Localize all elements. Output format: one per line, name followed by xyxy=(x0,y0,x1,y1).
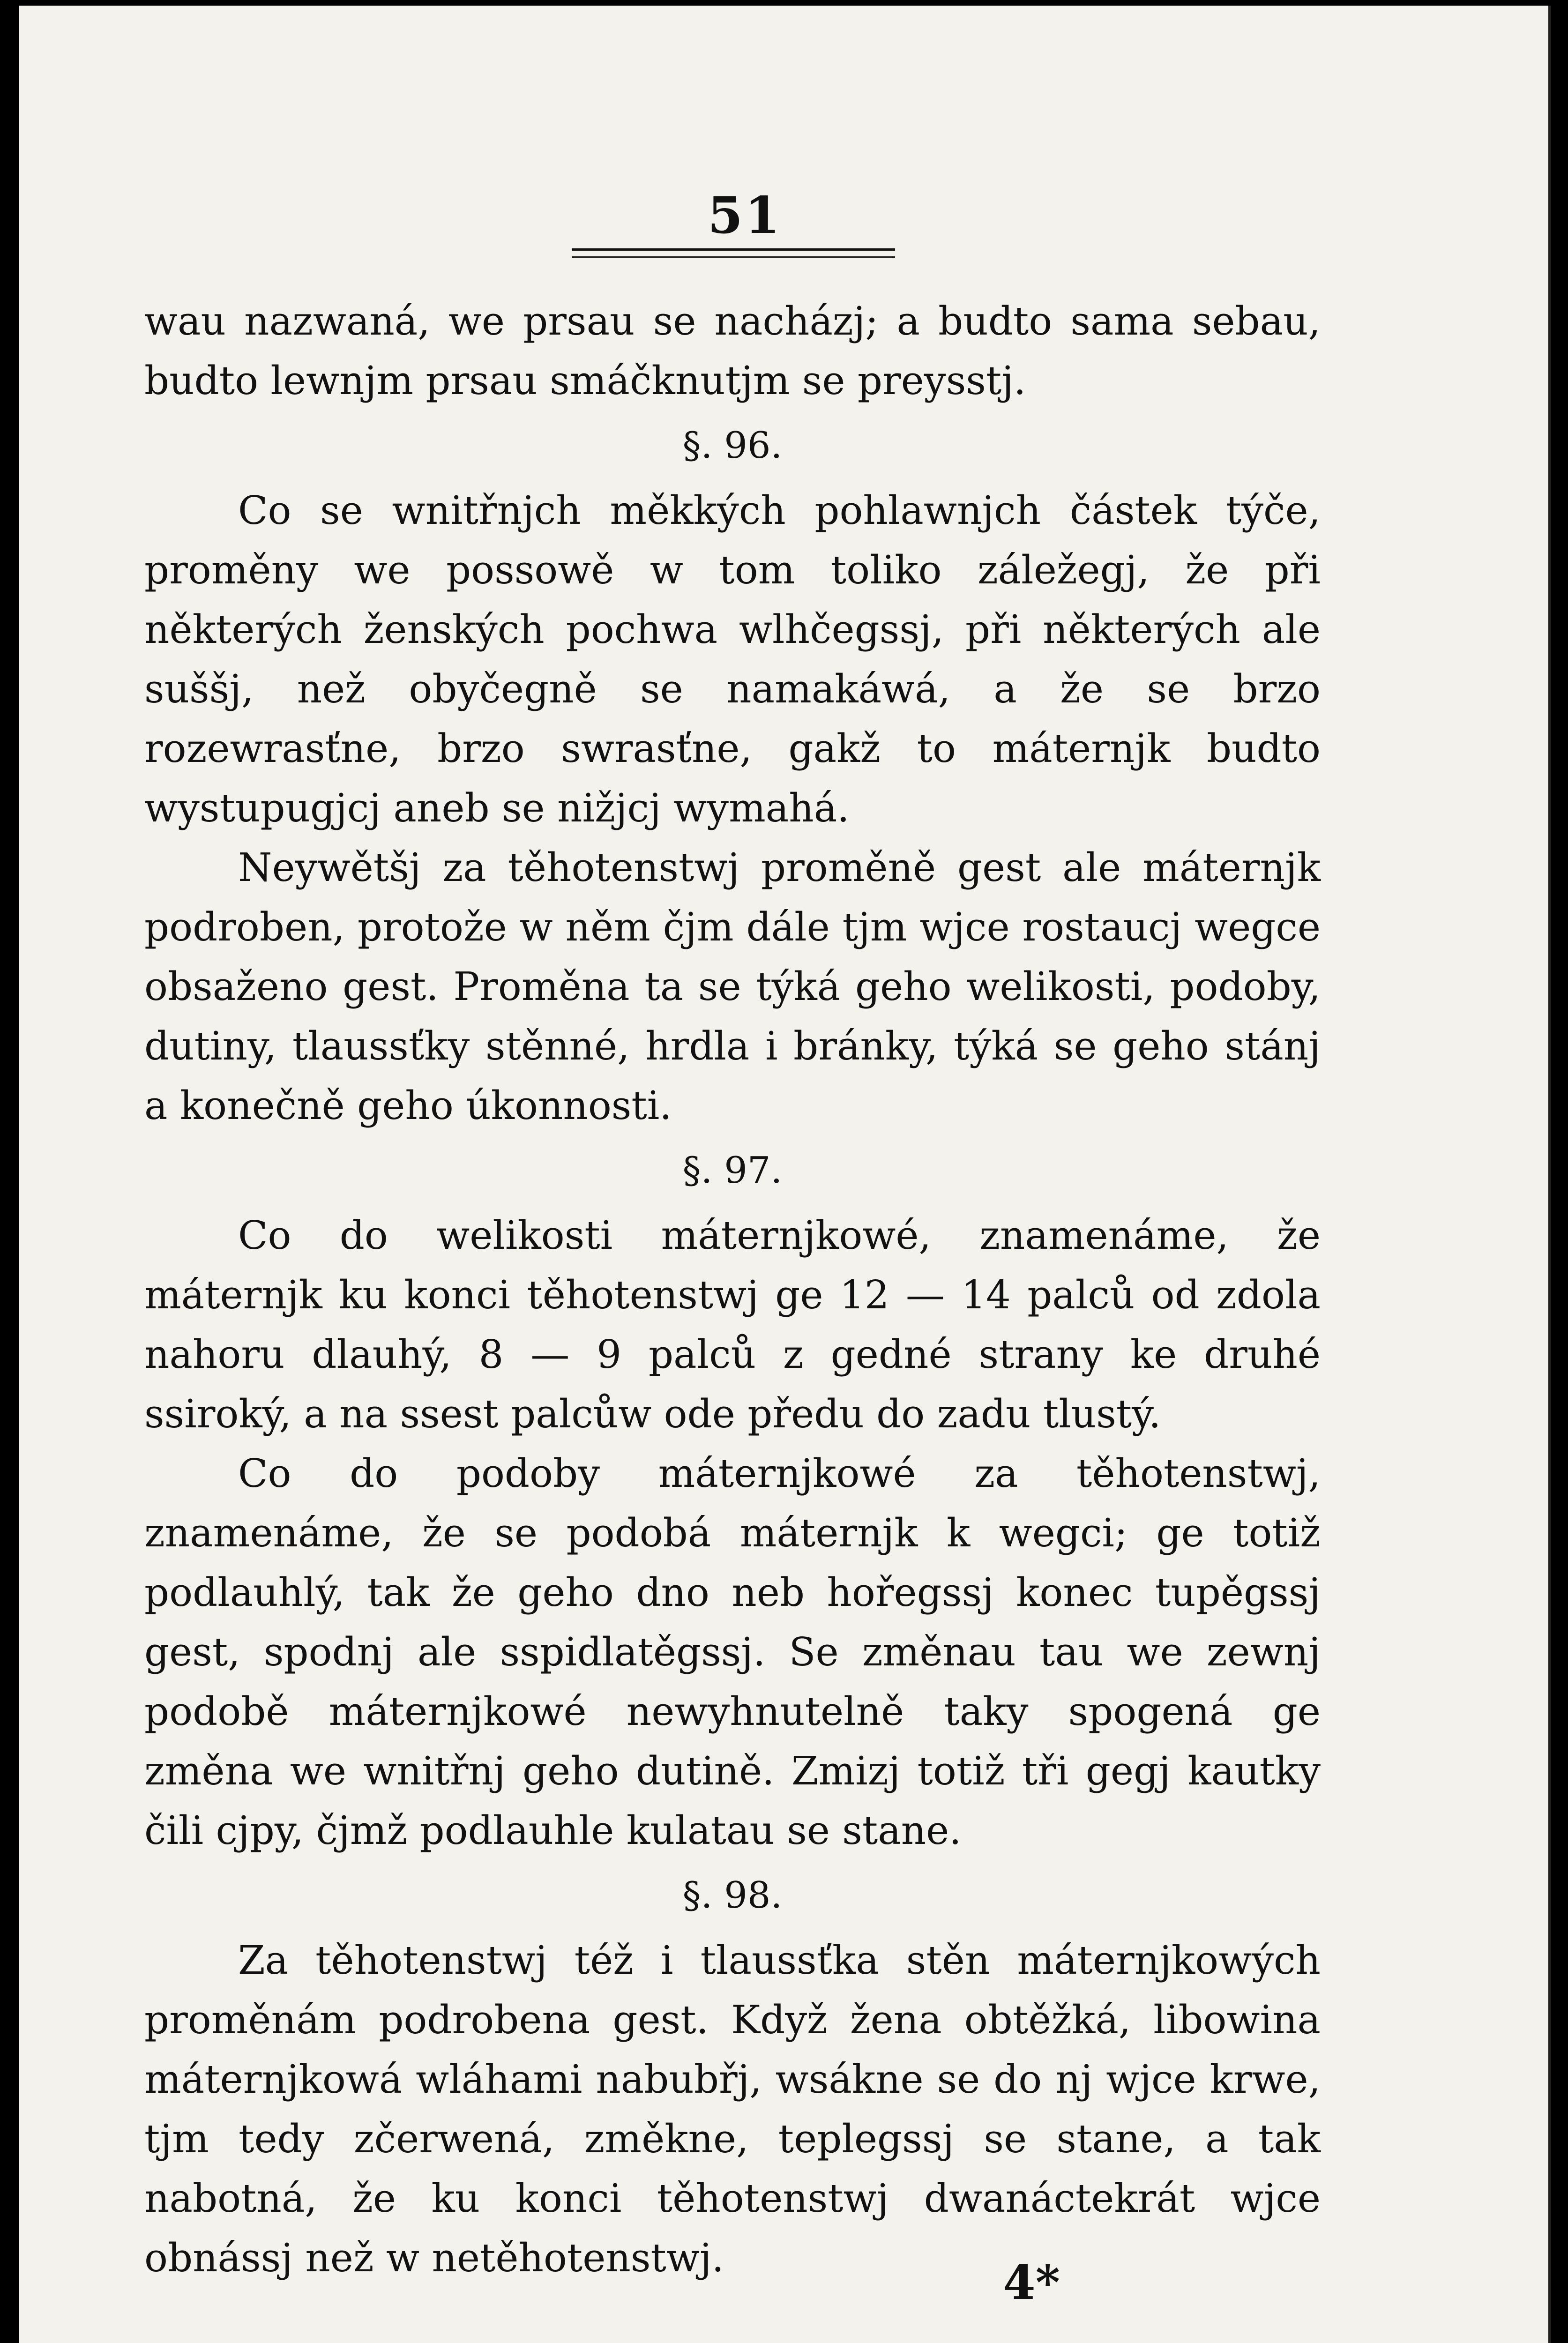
paragraph: Co do podoby máternjkowé za těhotenstwj, znamenáme, že se podobá máternjk k wegci; ge totiž podlauhlý, tak že geho dno neb hořegssj konec tupěgssj gest, spodnj ale sspidlatěgssj. Se změnau tau we zewnj podobě máternjkowé newyhnutelně taky spogená ge změna we wnitřnj geho dutině. Zmizj totiž tři gegj kautky čili cjpy, čjmž podlauhle kulatau se stane. xyxy=(144,1451,1321,1853)
book-page xyxy=(19,6,1551,2343)
signature-mark: 4* xyxy=(1003,2255,1060,2310)
paragraph: Za těhotenstwj též i tlaussťka stěn máternjkowých proměnám podrobena gest. Když žena obtěžká, libowina máternjkowá wláhami nabubřj, wsákne se do nj wjce krwe, tjm tedy zčerwená, změkne, teplegssj se stane, a tak nabotná, že ku konci těhotenstwj dwanáctekrát wjce obnássj než w netěhotenstwj. xyxy=(144,1938,1321,2281)
page-number: 51 xyxy=(708,186,782,245)
paragraph: Neywětšj za těhotenstwj proměně gest ale máternjk podroben, protože w něm čjm dále tjm wjce rostaucj wegce obsaženo gest. Proměna ta se týká geho welikosti, podoby, dutiny, tlaussťky stěnné, hrdla i bránky, týká se geho stánj a konečně geho úkonnosti. xyxy=(144,845,1321,1128)
section-heading-97: §. 97. xyxy=(682,1149,783,1192)
body-text xyxy=(144,291,1321,2288)
paragraph: Co se wnitřnjch měkkých pohlawnjch částek týče, proměny we possowě w tom toliko záležegj, že při některých ženských pochwa wlhčegssj, při některých ale suššj, než obyčegně se namakáwá, a že se brzo rozewrasťne, brzo swrasťne, gakž to máternjk budto wystupugjcj aneb se nižjcj wymahá. xyxy=(144,488,1321,831)
section-heading-98: §. 98. xyxy=(682,1874,783,1917)
paragraph: Co do welikosti máternjkowé, znamenáme, že máternjk ku konci těhotenstwj ge 12 — 14 palců od zdola nahoru dlauhý, 8 — 9 palců z gedné strany ke druhé ssiroký, a na ssest palcůw ode předu do zadu tlustý. xyxy=(144,1213,1321,1437)
paragraph-continuation: wau nazwaná, we prsau se nacházj; a budto sama sebau, budto lewnjm prsau smáčknutjm se preysstj. xyxy=(144,298,1321,403)
header-rule xyxy=(572,248,895,258)
section-heading-96: §. 96. xyxy=(682,425,783,467)
